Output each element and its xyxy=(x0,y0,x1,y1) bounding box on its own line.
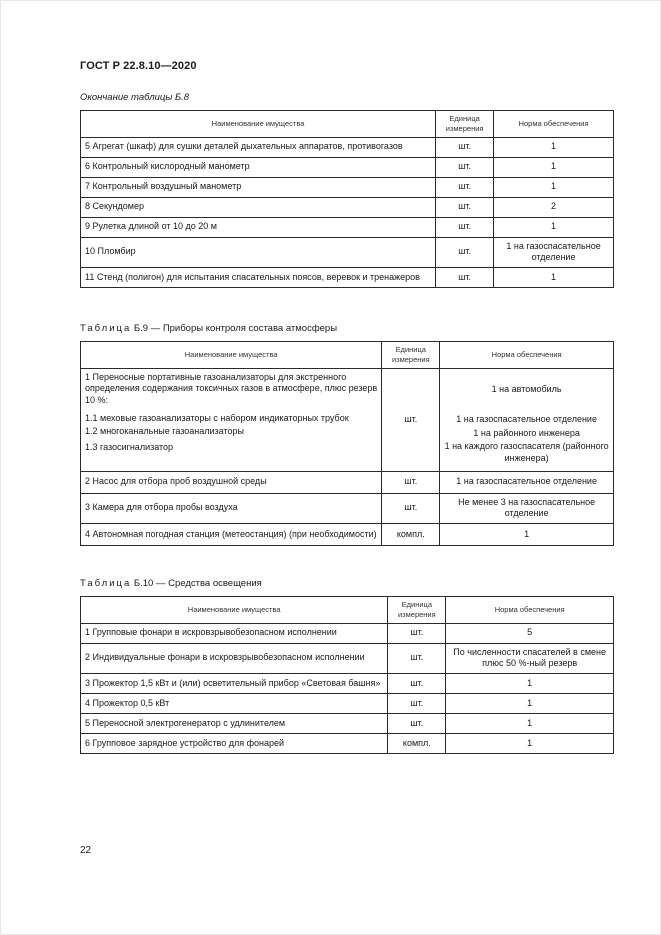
row-unit: шт. xyxy=(436,157,494,177)
column-header-norm: Норма обеспечения xyxy=(446,597,614,624)
table-b10 xyxy=(80,596,614,754)
table-b9 xyxy=(80,341,614,546)
row-name: 7 Контрольный воздушный манометр xyxy=(81,177,436,197)
row-unit: шт. xyxy=(388,643,446,673)
row-name: 3 Прожектор 1,5 кВт и (или) осветительный прибор «Световая башня» xyxy=(81,673,388,693)
table-row xyxy=(81,177,614,197)
row-name: 1 Групповые фонари в искровзрывобезопасном исполнении xyxy=(81,623,388,643)
row-unit: шт. xyxy=(382,368,440,471)
sub-item: 1.2 многоканальные газоанализаторы xyxy=(85,426,244,437)
table-header-row xyxy=(81,597,614,624)
table-row xyxy=(81,471,614,493)
row-norm: Не менее 3 на газоспасательное отделение xyxy=(440,493,614,523)
table-row xyxy=(81,524,614,546)
table-row xyxy=(81,137,614,157)
row-norm: 1 на районного инженера xyxy=(473,427,580,438)
row-norm: 1 xyxy=(494,217,614,237)
table-header-row xyxy=(81,111,614,138)
sub-item: 1.1 меховые газоанализаторы с набором индикаторных трубок xyxy=(85,412,349,423)
column-header-norm: Норма обеспечения xyxy=(494,111,614,138)
row-norm: 5 xyxy=(446,623,614,643)
table-b10-caption xyxy=(80,578,262,589)
row-unit: шт. xyxy=(382,493,440,523)
row-name: 4 Прожектор 0,5 кВт xyxy=(81,693,388,713)
column-header-norm: Норма обеспечения xyxy=(440,342,614,369)
row-unit: шт. xyxy=(436,177,494,197)
row-unit: шт. xyxy=(436,267,494,287)
row-name: 3 Камера для отбора пробы воздуха xyxy=(81,493,382,523)
table-b8 xyxy=(80,110,614,288)
caption-prefix: Таблица xyxy=(80,323,132,334)
table-row xyxy=(81,217,614,237)
table-row xyxy=(81,733,614,753)
table-row xyxy=(81,643,614,673)
row-norm: 1 xyxy=(494,177,614,197)
table-row xyxy=(81,713,614,733)
table-row xyxy=(81,693,614,713)
table-header-row xyxy=(81,342,614,369)
row-unit: компл. xyxy=(388,733,446,753)
row-unit: шт. xyxy=(382,471,440,493)
row-norm: 1 на газоспасательное отделение xyxy=(456,414,597,425)
table-row xyxy=(81,197,614,217)
column-header-name: Наименование имущества xyxy=(81,597,388,624)
table-b8-caption: Окончание таблицы Б.8 xyxy=(80,92,190,103)
row-name: 10 Пломбир xyxy=(81,237,436,267)
row-unit: шт. xyxy=(436,197,494,217)
row-unit: шт. xyxy=(436,237,494,267)
row-norm: 1 xyxy=(446,673,614,693)
table-row xyxy=(81,267,614,287)
column-header-unit: Единица измерения xyxy=(382,342,440,369)
row-name: 9 Рулетка длиной от 10 до 20 м xyxy=(81,217,436,237)
caption-text: Б.9 — Приборы контроля состава атмосферы xyxy=(131,323,338,334)
row-unit: шт. xyxy=(388,713,446,733)
caption-text: Б.10 — Средства освещения xyxy=(131,578,262,589)
row-name: 4 Автономная погодная станция (метеостанция) (при необходимости) xyxy=(81,524,382,546)
row-name: 1 Переносные портативные газоанализаторы для экстренного определения содержания токсичных газов в атмосфере, плюс резерв 10 %: xyxy=(85,371,378,405)
row-unit: шт. xyxy=(388,623,446,643)
row-norm-cell xyxy=(440,368,614,471)
table-row xyxy=(81,623,614,643)
row-unit: компл. xyxy=(382,524,440,546)
document-code: ГОСТ Р 22.8.10—2020 xyxy=(80,60,197,72)
column-header-name: Наименование имущества xyxy=(81,342,382,369)
row-name: 5 Агрегат (шкаф) для сушки деталей дыхательных аппаратов, противогазов xyxy=(81,137,436,157)
row-norm: 1 xyxy=(494,157,614,177)
row-norm: 1 xyxy=(446,733,614,753)
column-header-name: Наименование имущества xyxy=(81,111,436,138)
table-row xyxy=(81,237,614,267)
row-norm: 1 на каждого газоспасателя (районного инженера) xyxy=(444,441,609,464)
row-norm: 1 xyxy=(440,524,614,546)
row-norm: По численности спасателей в смене плюс 50 %-ный резерв xyxy=(446,643,614,673)
row-name: 2 Индивидуальные фонари в искровзрывобезопасном исполнении xyxy=(81,643,388,673)
row-norm: 1 на газоспасательное отделение xyxy=(494,237,614,267)
row-unit: шт. xyxy=(388,673,446,693)
row-unit: шт. xyxy=(388,693,446,713)
row-name: 6 Групповое зарядное устройство для фонарей xyxy=(81,733,388,753)
row-name: 11 Стенд (полигон) для испытания спасательных поясов, веревок и тренажеров xyxy=(81,267,436,287)
row-norm: 1 xyxy=(494,267,614,287)
row-name-cell xyxy=(81,368,382,471)
table-row xyxy=(81,493,614,523)
table-row xyxy=(81,368,614,471)
row-norm: 1 xyxy=(446,713,614,733)
table-row xyxy=(81,673,614,693)
row-norm: 2 xyxy=(494,197,614,217)
row-norm: 1 xyxy=(494,137,614,157)
column-header-unit: Единица измерения xyxy=(388,597,446,624)
table-row xyxy=(81,157,614,177)
column-header-unit: Единица измерения xyxy=(436,111,494,138)
caption-prefix: Таблица xyxy=(80,578,132,589)
row-name: 5 Переносной электрогенератор с удлинителем xyxy=(81,713,388,733)
row-unit: шт. xyxy=(436,217,494,237)
row-unit: шт. xyxy=(436,137,494,157)
page-number: 22 xyxy=(80,845,92,856)
row-name: 2 Насос для отбора проб воздушной среды xyxy=(81,471,382,493)
row-name: 8 Секундомер xyxy=(81,197,436,217)
table-b9-caption xyxy=(80,323,337,334)
row-norm: 1 на газоспасательное отделение xyxy=(440,471,614,493)
row-norm: 1 xyxy=(446,693,614,713)
row-norm: 1 на автомобиль xyxy=(491,384,562,395)
sub-item: 1.3 газосигнализатор xyxy=(85,441,174,452)
row-name: 6 Контрольный кислородный манометр xyxy=(81,157,436,177)
